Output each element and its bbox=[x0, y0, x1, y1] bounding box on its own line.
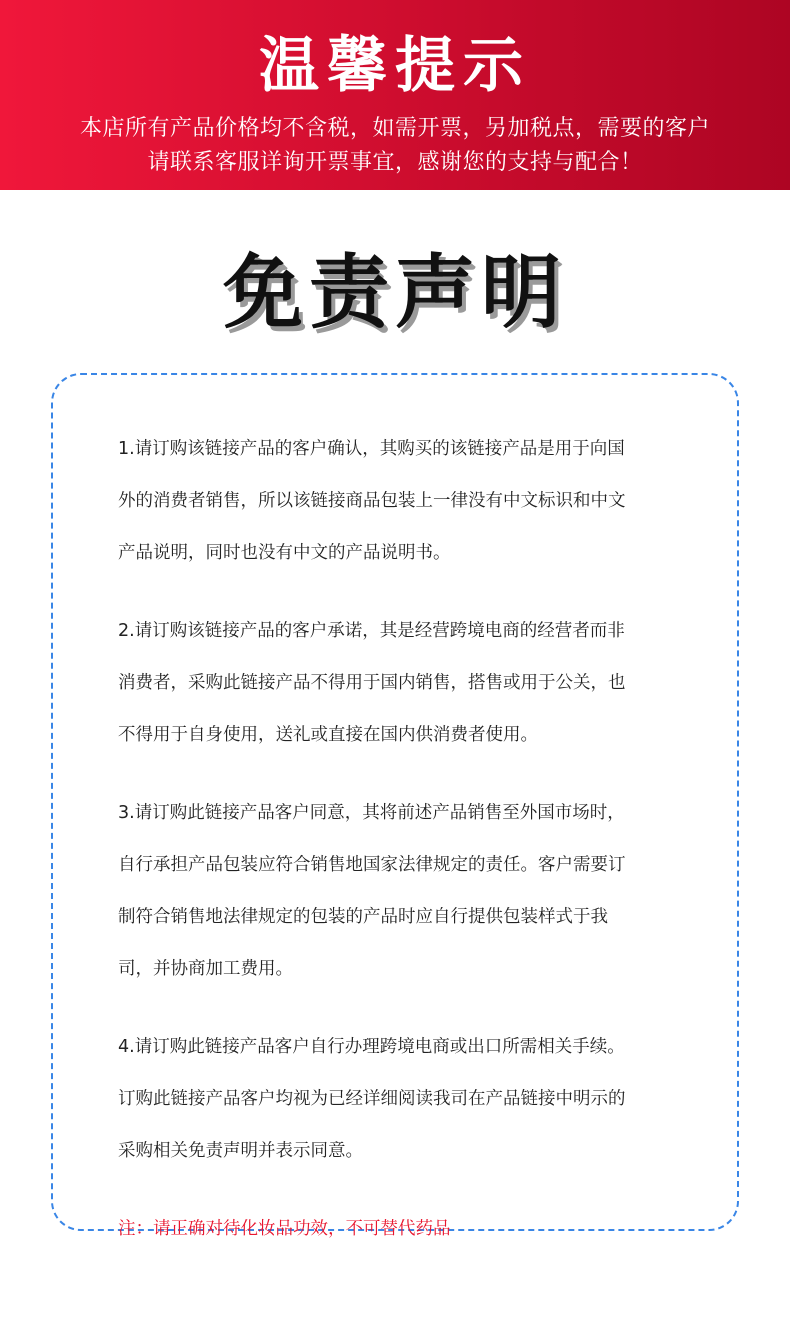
disclaimer-heading: 免责声明 bbox=[223, 246, 567, 339]
paragraph-line: 1.请订购该链接产品的客户确认，其购买的该链接产品是用于向国 bbox=[118, 439, 625, 459]
banner-text-line-1: 本店所有产品价格均不含税，如需开票，另加税点，需要的客户 bbox=[79, 116, 710, 141]
banner-title: 温馨提示 bbox=[259, 31, 531, 101]
disclaimer-panel bbox=[51, 373, 739, 1239]
paragraph-line: 订购此链接产品客户均视为已经详细阅读我司在产品链接中明示的 bbox=[118, 1089, 626, 1109]
paragraph-line: 4.请订购此链接产品客户自行办理跨境电商或出口所需相关手续。 bbox=[118, 1037, 625, 1057]
paragraph-line: 消费者，采购此链接产品不得用于国内销售，搭售或用于公关，也 bbox=[118, 673, 626, 693]
paragraph-line: 3.请订购此链接产品客户同意，其将前述产品销售至外国市场时， bbox=[118, 803, 625, 823]
paragraph-line: 外的消费者销售，所以该链接商品包装上一律没有中文标识和中文 bbox=[118, 491, 626, 511]
paragraph-line: 产品说明，同时也没有中文的产品说明书。 bbox=[118, 543, 451, 563]
paragraph-line: 不得用于自身使用，送礼或直接在国内供消费者使用。 bbox=[118, 725, 538, 745]
notice-banner bbox=[0, 0, 790, 190]
cosmetics-note: 注：请正确对待化妆品功效，不可替代药品 bbox=[118, 1219, 451, 1239]
banner-text-line-2: 请联系客服详询开票事宜，感谢您的支持与配合！ bbox=[147, 150, 643, 175]
paragraph-line: 采购相关免责声明并表示同意。 bbox=[118, 1141, 363, 1161]
disclaimer-paragraph-2 bbox=[118, 605, 698, 761]
disclaimer-content bbox=[118, 423, 698, 1255]
paragraph-line: 司，并协商加工费用。 bbox=[118, 959, 293, 979]
disclaimer-paragraph-4 bbox=[118, 1021, 698, 1177]
disclaimer-paragraph-3 bbox=[118, 787, 698, 995]
paragraph-line: 2.请订购该链接产品的客户承诺，其是经营跨境电商的经营者而非 bbox=[118, 621, 625, 641]
paragraph-line: 自行承担产品包装应符合销售地国家法律规定的责任。客户需要订 bbox=[118, 855, 626, 875]
disclaimer-paragraph-1 bbox=[118, 423, 698, 579]
paragraph-line: 制符合销售地法律规定的包装的产品时应自行提供包装样式于我 bbox=[118, 907, 608, 927]
